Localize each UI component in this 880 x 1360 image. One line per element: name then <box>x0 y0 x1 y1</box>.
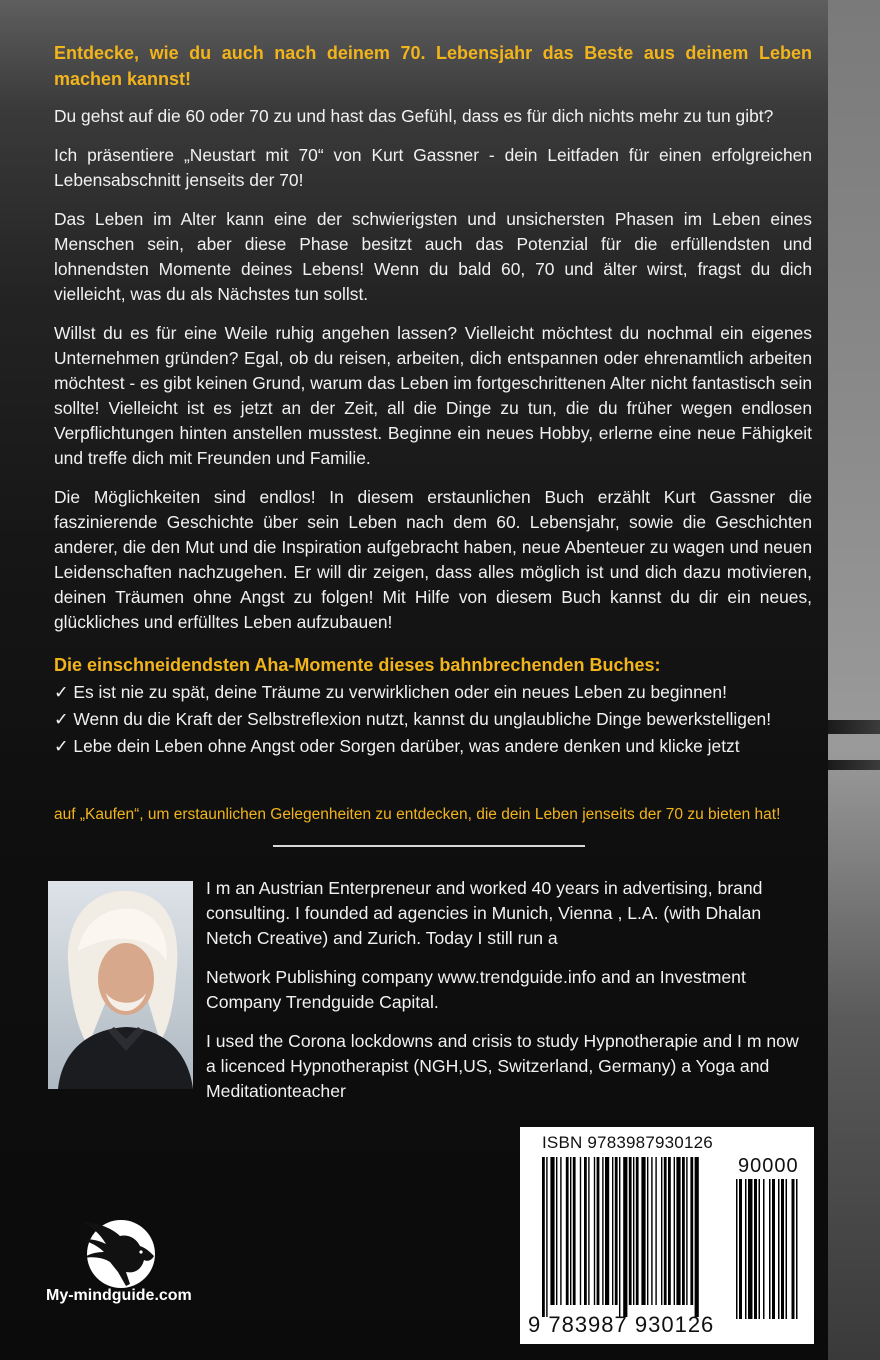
section-divider <box>273 845 585 847</box>
isbn-label: ISBN 9783987930126 <box>542 1133 713 1152</box>
blurb-headline: Entdecke, wie du auch nach deinem 70. Lebensjahr das Beste aus deinem Leben machen kannst! <box>54 43 812 89</box>
author-bio-paragraph: I m an Austrian Enterpreneur and worked 40 years in advertising, brand consulting. I founded ad agencies in Munich, Vienna , L.A. (with Dhalan Netch Creative) and Zurich. Today I still run a <box>206 878 763 948</box>
barcode-addon-number: 90000 <box>738 1155 799 1177</box>
cover-right-edge-decoration <box>828 0 880 1360</box>
aha-moment-item: ✓ Es ist nie zu spät, deine Träume zu verwirklichen oder ein neues Leben zu beginnen! <box>54 682 727 702</box>
blurb-text-area <box>54 40 812 761</box>
isbn-barcode-box <box>520 1127 814 1344</box>
kaufen-call-to-action: auf „Kaufen“, um erstaunlichen Gelegenheiten zu entdecken, die dein Leben jenseits der 70 zu bieten hat! <box>54 806 781 823</box>
blurb-paragraph: Das Leben im Alter kann eine der schwierigsten und unsichersten Phasen im Leben eines Menschen sein, aber diese Phase besitzt auch das Potenzial für die erfüllendsten und lohnendsten Momente deines Lebens! Wenn du bald 60, 70 und älter wirst, fragst du dich vielleicht, was du als Nächstes tun sollst. <box>54 209 812 304</box>
blurb-paragraph: Willst du es für eine Weile ruhig angehen lassen? Vielleicht möchtest du nochmal ein eigenes Unternehmen gründen? Egal, ob du reisen, arbeiten, dich entspannen oder ehrenamtlich arbeiten möchtest - es gibt keinen Grund, warum das Leben im fortgeschrittenen Alter nicht fantastisch sein sollte! Vielleicht ist es jetzt an der Zeit, all die Dinge zu tun, die du früher wegen endlosen Verpflichtungen hinten anstellen musstest. Beginne ein neues Hobby, erlerne eine neue Fähigkeit und treffe dich mit Freunden und Familie. <box>54 323 812 468</box>
aha-moment-item: ✓ Wenn du die Kraft der Selbstreflexion nutzt, kannst du unglaubliche Dinge bewerkstelligen! <box>54 709 772 729</box>
barcode-digits: 9 783987 930126 <box>528 1312 715 1337</box>
publisher-caption: My-mindguide.com <box>46 1287 192 1304</box>
author-bio-paragraph: I used the Corona lockdowns and crisis to study Hypnotherapie and I m now a licenced Hypnotherapist (NGH,US, Switzerland, Germany) a Yoga and Meditationteacher <box>206 1031 799 1101</box>
aha-moment-item: ✓ Lebe dein Leben ohne Angst oder Sorgen darüber, was andere denken und klicke jetzt <box>54 736 740 756</box>
ean-barcode <box>542 1157 732 1317</box>
blurb-paragraph: Ich präsentiere „Neustart mit 70“ von Kurt Gassner - dein Leitfaden für einen erfolgreichen Lebensabschnitt jenseits der 70! <box>54 145 812 190</box>
author-bio <box>206 876 812 1118</box>
author-bio-paragraph: Network Publishing company www.trendguide.info and an Investment Company Trendguide Capital. <box>206 967 746 1012</box>
blurb-paragraph: Du gehst auf die 60 oder 70 zu und hast das Gefühl, dass es für dich nichts mehr zu tun gibt? <box>54 106 774 126</box>
blurb-paragraph: Die Möglichkeiten sind endlos! In diesem erstaunlichen Buch erzählt Kurt Gassner die faszinierende Geschichte über sein Leben nach dem 60. Lebensjahr, sowie die Geschichten anderer, die den Mut und die Inspiration aufgebracht haben, neue Abenteuer zu wagen und neuen Leidenschaften nachzugehen. Er will dir zeigen, dass alles möglich ist und dich dazu motivieren, deinen Träumen ohne Angst zu folgen! Mit Hilfe von diesem Buch kannst du dir ein neues, glückliches und erfülltes Leben aufzubauen! <box>54 487 812 632</box>
addon-barcode <box>736 1179 800 1319</box>
aha-moments-title: Die einschneidendsten Aha-Momente dieses bahnbrechenden Buches: <box>54 655 661 675</box>
pegasus-logo-icon <box>78 1212 164 1292</box>
author-photo <box>48 881 193 1089</box>
aha-moments-list <box>54 680 812 759</box>
